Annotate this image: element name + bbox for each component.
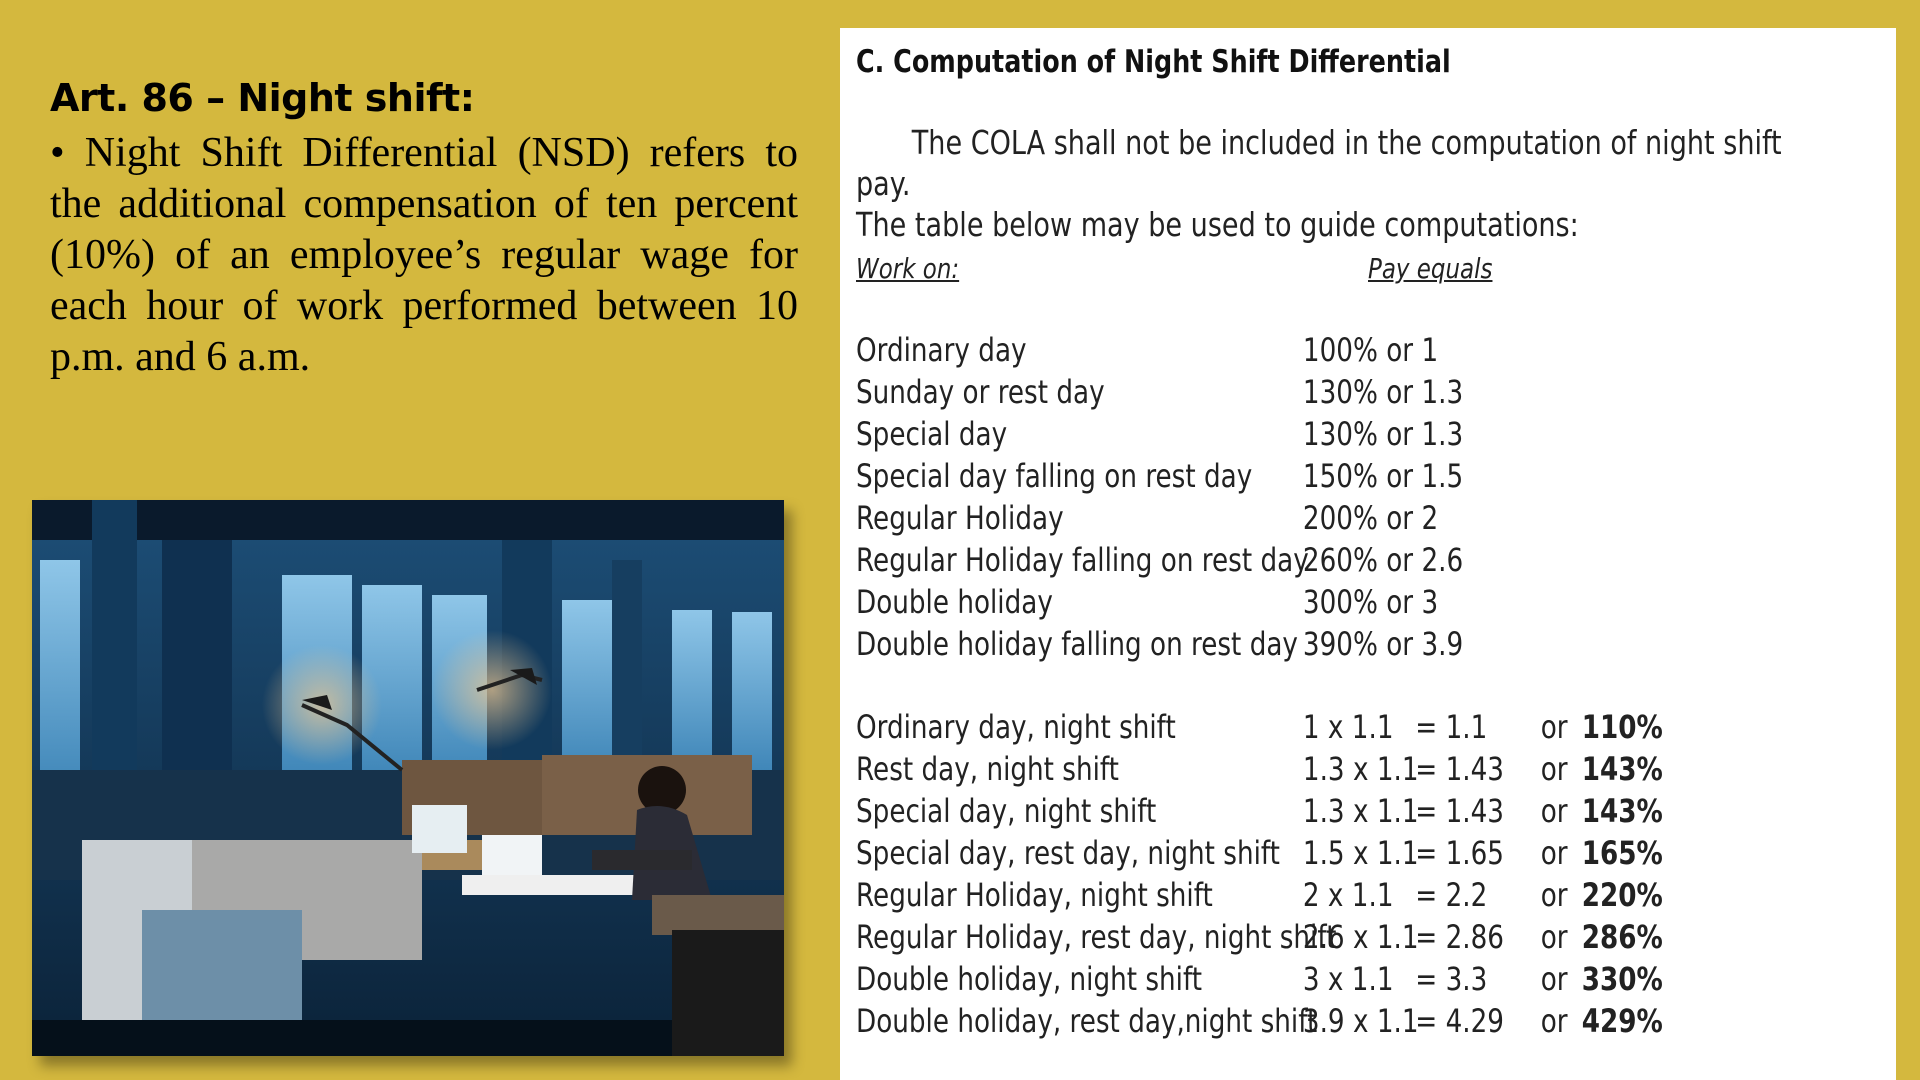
table-row (856, 708, 1758, 750)
table-row (856, 960, 1758, 1002)
document-title: C. Computation of Night Shift Differential (856, 44, 1451, 80)
work-label: Special day, night shift (856, 792, 1157, 830)
table-row (856, 373, 1758, 415)
work-label: Ordinary day (856, 331, 1027, 369)
night-shift-computation-document (840, 28, 1896, 1080)
percent: 330% (1581, 960, 1663, 998)
work-label: Regular Holiday, night shift (856, 876, 1213, 914)
percent: 143% (1581, 792, 1663, 830)
percent: 429% (1581, 1002, 1663, 1040)
multiplier: 2.6 x 1.1 (1302, 918, 1419, 956)
or-word: or (1540, 1002, 1568, 1040)
pay-value: 300% or 3 (1302, 583, 1439, 621)
column-header-pay-equals: Pay equals (1368, 252, 1493, 285)
table-row (856, 541, 1758, 583)
or-word: or (1540, 834, 1568, 872)
work-label: Double holiday (856, 583, 1053, 621)
result: = 1.43 (1415, 792, 1504, 830)
percent: 110% (1581, 708, 1663, 746)
table-row (856, 457, 1758, 499)
column-header-work-on: Work on: (856, 252, 960, 285)
work-label: Rest day, night shift (856, 750, 1119, 788)
work-label: Regular Holiday falling on rest day (856, 541, 1309, 579)
result: = 2.86 (1415, 918, 1504, 956)
table-row (856, 625, 1758, 667)
work-label: Ordinary day, night shift (856, 708, 1176, 746)
pay-value: 200% or 2 (1302, 499, 1439, 537)
pay-value: 260% or 2.6 (1302, 541, 1464, 579)
work-label: Double holiday, rest day,night shift (856, 1002, 1318, 1040)
table-row (856, 331, 1758, 373)
percent: 143% (1581, 750, 1663, 788)
result: = 4.29 (1415, 1002, 1504, 1040)
pay-value: 390% or 3.9 (1302, 625, 1464, 663)
table-row (856, 499, 1758, 541)
table-row (856, 918, 1758, 960)
table-row (856, 834, 1758, 876)
work-label: Special day (856, 415, 1008, 453)
or-word: or (1540, 918, 1568, 956)
result: = 1.43 (1415, 750, 1504, 788)
work-label: Special day falling on rest day (856, 457, 1253, 495)
work-label: Double holiday, night shift (856, 960, 1203, 998)
result: = 3.3 (1415, 960, 1488, 998)
or-word: or (1540, 708, 1568, 746)
document-intro (856, 122, 1840, 245)
intro-line-1: The COLA shall not be included in the computation of night shift pay. (856, 123, 1782, 203)
pay-value: 100% or 1 (1302, 331, 1439, 369)
work-label: Regular Holiday (856, 499, 1064, 537)
or-word: or (1540, 750, 1568, 788)
percent: 220% (1581, 876, 1663, 914)
multiplier: 2 x 1.1 (1302, 876, 1394, 914)
result: = 2.2 (1415, 876, 1488, 914)
multiplier: 1.5 x 1.1 (1302, 834, 1419, 872)
table-row (856, 1002, 1758, 1044)
table-row (856, 583, 1758, 625)
pay-value: 130% or 1.3 (1302, 373, 1464, 411)
multiplier: 3 x 1.1 (1302, 960, 1394, 998)
table-row (856, 415, 1758, 457)
percent: 165% (1581, 834, 1663, 872)
table-row (856, 792, 1758, 834)
multiplier: 1.3 x 1.1 (1302, 792, 1419, 830)
work-label: Double holiday falling on rest day (856, 625, 1298, 663)
result: = 1.65 (1415, 834, 1504, 872)
or-word: or (1540, 876, 1568, 914)
percent: 286% (1581, 918, 1663, 956)
multiplier: 3.9 x 1.1 (1302, 1002, 1419, 1040)
slide-heading: Art. 86 – Night shift: (50, 76, 475, 120)
or-word: or (1540, 792, 1568, 830)
result: = 1.1 (1415, 708, 1488, 746)
table-row (856, 876, 1758, 918)
table-row (856, 750, 1758, 792)
work-label: Sunday or rest day (856, 373, 1105, 411)
pay-value: 130% or 1.3 (1302, 415, 1464, 453)
multiplier: 1 x 1.1 (1302, 708, 1394, 746)
multiplier: 1.3 x 1.1 (1302, 750, 1419, 788)
work-label: Special day, rest day, night shift (856, 834, 1280, 872)
work-label: Regular Holiday, rest day, night shift (856, 918, 1337, 956)
pay-value: 150% or 1.5 (1302, 457, 1464, 495)
office-night-photo (32, 500, 784, 1056)
intro-line-2: The table below may be used to guide computations: (856, 205, 1579, 244)
nsd-definition: • Night Shift Differential (NSD) refers to the additional compensation of ten percent (10%) of an employee’s regular wage for each hour of work performed between 10 p.m. and 6 a.m. (50, 130, 798, 380)
or-word: or (1540, 960, 1568, 998)
